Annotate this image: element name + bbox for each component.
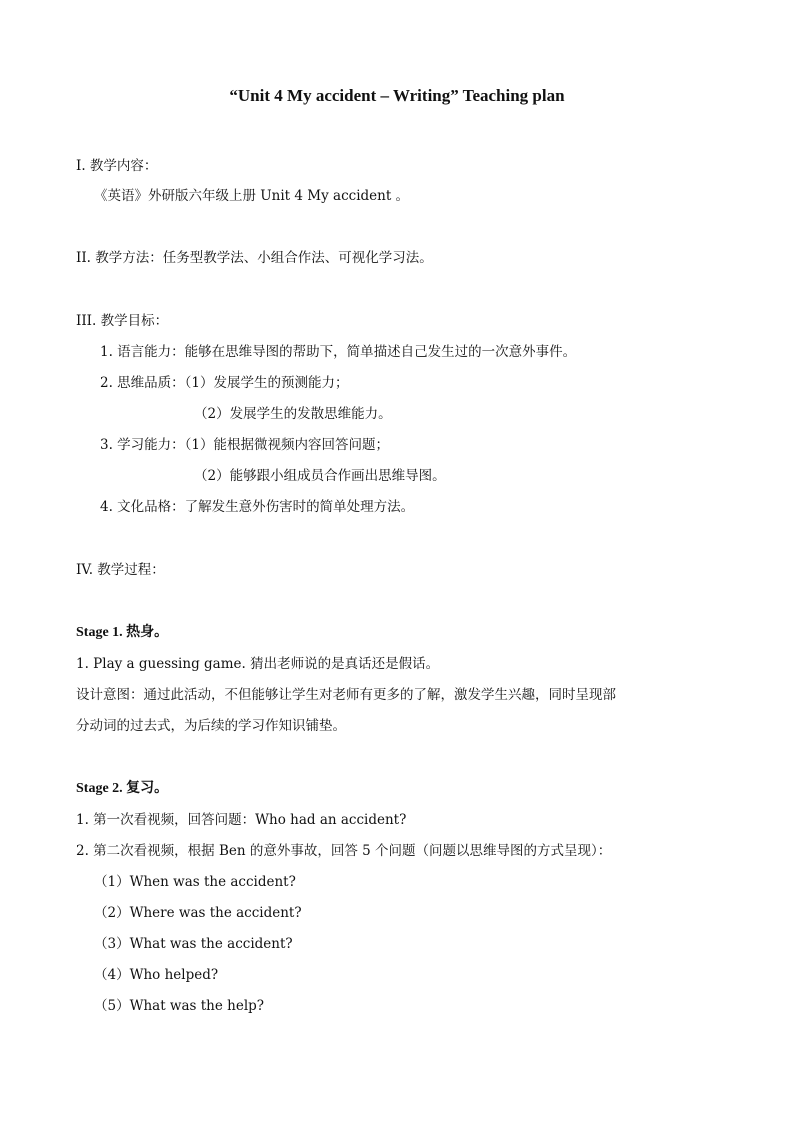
section-1-content: 《英语》外研版六年级上册 Unit 4 My accident 。 bbox=[94, 188, 410, 204]
question-item: （2）Where was the accident? bbox=[94, 905, 302, 921]
question-item: （5）What was the help? bbox=[94, 998, 265, 1014]
objective-item: 3. 学习能力：（1）能根据微视频内容回答问题； bbox=[100, 437, 390, 453]
section-2-heading: II. 教学方法：任务型教学法、小组合作法、可视化学习法。 bbox=[76, 250, 433, 266]
objective-item: 4. 文化品格：了解发生意外伤害时的简单处理方法。 bbox=[100, 499, 415, 515]
objective-item: 1. 语言能力：能够在思维导图的帮助下，简单描述自己发生过的一次意外事件。 bbox=[100, 344, 577, 360]
stage-1-design-intent: 设计意图：通过此活动，不但能够让学生对老师有更多的了解，激发学生兴趣，同时呈现部 bbox=[76, 687, 616, 703]
section-4-heading: IV. 教学过程： bbox=[76, 562, 165, 578]
stage-1-heading: Stage 1. 热身。 bbox=[76, 625, 169, 640]
stage-2-step-2: 2. 第二次看视频，根据 Ben 的意外事故，回答 5 个问题（问题以思维导图的方式呈现）： bbox=[76, 843, 612, 859]
objective-item: 2. 思维品质：（1）发展学生的预测能力； bbox=[100, 375, 349, 391]
stage-2-step-1: 1. 第一次看视频，回答问题：Who had an accident? bbox=[76, 812, 407, 828]
objective-item: （2）发展学生的发散思维能力。 bbox=[194, 406, 392, 422]
stage-2-heading: Stage 2. 复习。 bbox=[76, 781, 169, 796]
question-item: （4）Who helped? bbox=[94, 967, 219, 983]
section-3-heading: III. 教学目标： bbox=[76, 313, 169, 329]
document-title: “Unit 4 My accident – Writing” Teaching plan bbox=[229, 86, 565, 105]
section-1-heading: I. 教学内容： bbox=[76, 158, 158, 174]
objective-item: （2）能够跟小组成员合作画出思维导图。 bbox=[194, 468, 446, 484]
stage-1-design-intent-cont: 分动词的过去式，为后续的学习作知识铺垫。 bbox=[76, 718, 346, 734]
question-item: （3）What was the accident? bbox=[94, 936, 293, 952]
stage-1-activity: 1. Play a guessing game. 猜出老师说的是真话还是假话。 bbox=[76, 656, 440, 672]
question-item: （1）When was the accident? bbox=[94, 874, 296, 890]
